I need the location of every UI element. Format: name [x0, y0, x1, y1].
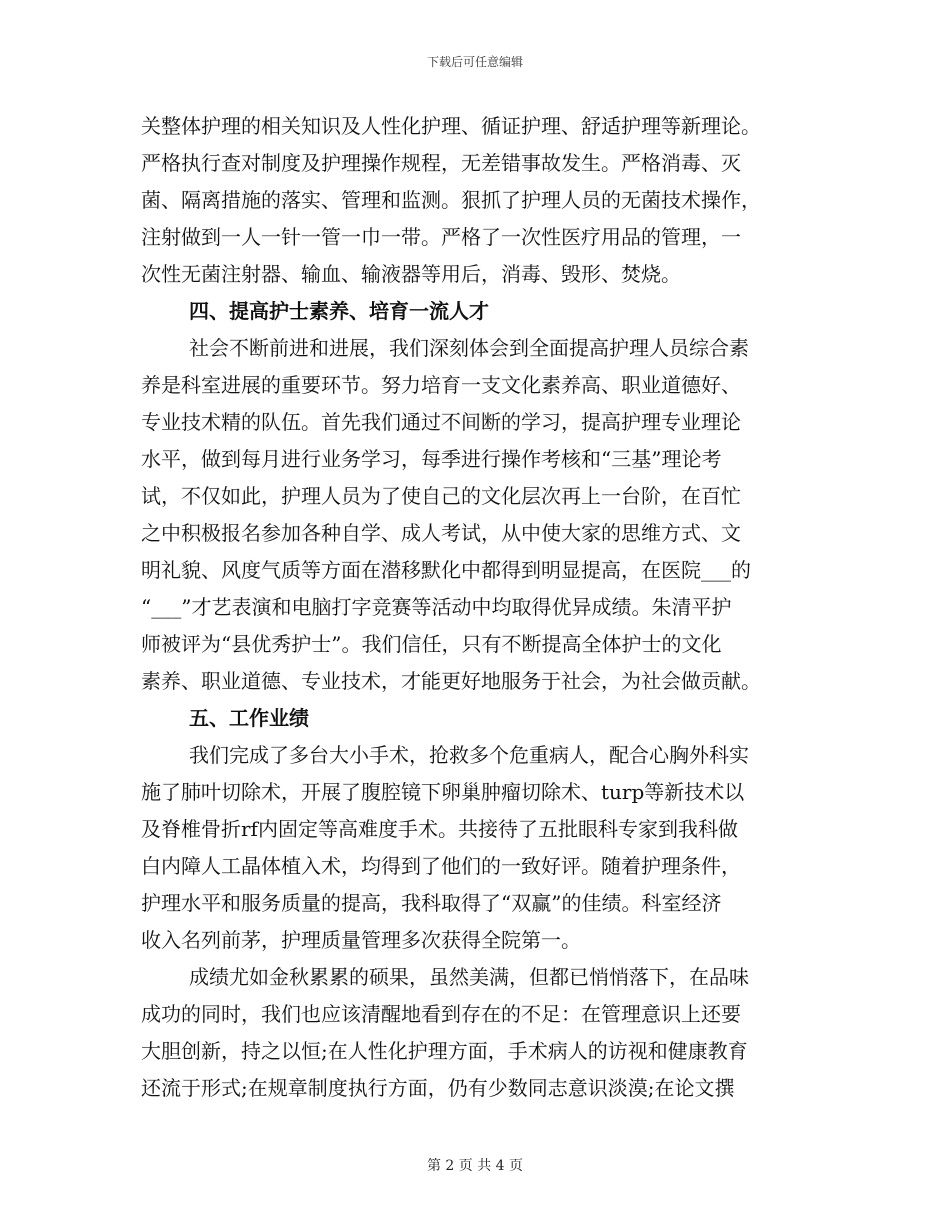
paragraph-line: 严格执行查对制度及护理操作规程，无差错事故发生。严格消毒、灭	[141, 151, 741, 175]
paragraph-line: 专业技术精的队伍。首先我们通过不间断的学习，提高护理专业理论	[141, 410, 741, 434]
paragraph-line: 我们完成了多台大小手术，抢救多个危重病人，配合心胸外科实	[189, 743, 749, 767]
paragraph-line: 成功的同时，我们也应该清醒地看到存在的不足：在管理意识上还要	[141, 1002, 741, 1026]
paragraph-line: 明礼貌、风度气质等方面在潜移默化中都得到明显提高，在医院___的	[141, 558, 751, 582]
paragraph-line: 次性无菌注射器、输血、输液器等用后，消毒、毁形、焚烧。	[141, 262, 681, 286]
paragraph-line: 素养、职业道德、专业技术，才能更好地服务于社会，为社会做贡献。	[141, 669, 761, 693]
paragraph-line: 大胆创新，持之以恒;在人性化护理方面，手术病人的访视和健康教育	[141, 1039, 748, 1063]
page-footer: 第 2 页 共 4 页	[426, 1158, 524, 1174]
paragraph-line: 收入名列前茅，护理质量管理多次获得全院第一。	[141, 928, 581, 952]
paragraph-line: 试，不仅如此，护理人员为了使自己的文化层次再上一台阶，在百忙	[141, 484, 741, 508]
page-header: 下载后可任意编辑	[426, 55, 523, 69]
paragraph-line: 护理水平和服务质量的提高，我科取得了“双赢”的佳绩。科室经济	[141, 891, 722, 915]
paragraph-line: 及脊椎骨折rf内固定等高难度手术。共接待了五批眼科专家到我科做	[141, 817, 738, 841]
paragraph-line: 施了肺叶切除术，开展了腹腔镜下卵巢肿瘤切除术、turp等新技术以	[141, 780, 745, 804]
paragraph-line: 成绩尤如金秋累累的硕果，虽然美满，但都已悄悄落下，在品味	[189, 965, 749, 989]
document-body	[141, 108, 811, 1107]
section-heading: 五、工作业绩	[189, 706, 309, 730]
paragraph-line: 菌、隔离措施的落实、管理和监测。狠抓了护理人员的无菌技术操作，	[141, 188, 761, 212]
paragraph-line: 水平，做到每月进行业务学习，每季进行操作考核和“三基”理论考	[141, 447, 722, 471]
paragraph-line: 养是科室进展的重要环节。努力培育一支文化素养高、职业道德好、	[141, 373, 741, 397]
paragraph-line: 师被评为“县优秀护士”。我们信任，只有不断提高全体护士的文化	[141, 632, 722, 656]
paragraph-line: 关整体护理的相关知识及人性化护理、循证护理、舒适护理等新理论。	[141, 114, 761, 138]
paragraph-line: 白内障人工晶体植入术，均得到了他们的一致好评。随着护理条件，	[141, 854, 741, 878]
paragraph-line: 注射做到一人一针一管一巾一带。严格了一次性医疗用品的管理，一	[141, 225, 741, 249]
paragraph-line: 之中积极报名参加各种自学、成人考试，从中使大家的思维方式、文	[141, 521, 741, 545]
paragraph-line: 社会不断前进和进展，我们深刻体会到全面提高护理人员综合素	[189, 336, 749, 360]
section-heading: 四、提高护士素养、培育一流人才	[189, 299, 489, 323]
paragraph-line: 还流于形式;在规章制度执行方面，仍有少数同志意识淡漠;在论文撰	[141, 1076, 735, 1100]
paragraph-line: “___”才艺表演和电脑打字竞赛等活动中均取得优异成绩。朱清平护	[141, 595, 732, 619]
